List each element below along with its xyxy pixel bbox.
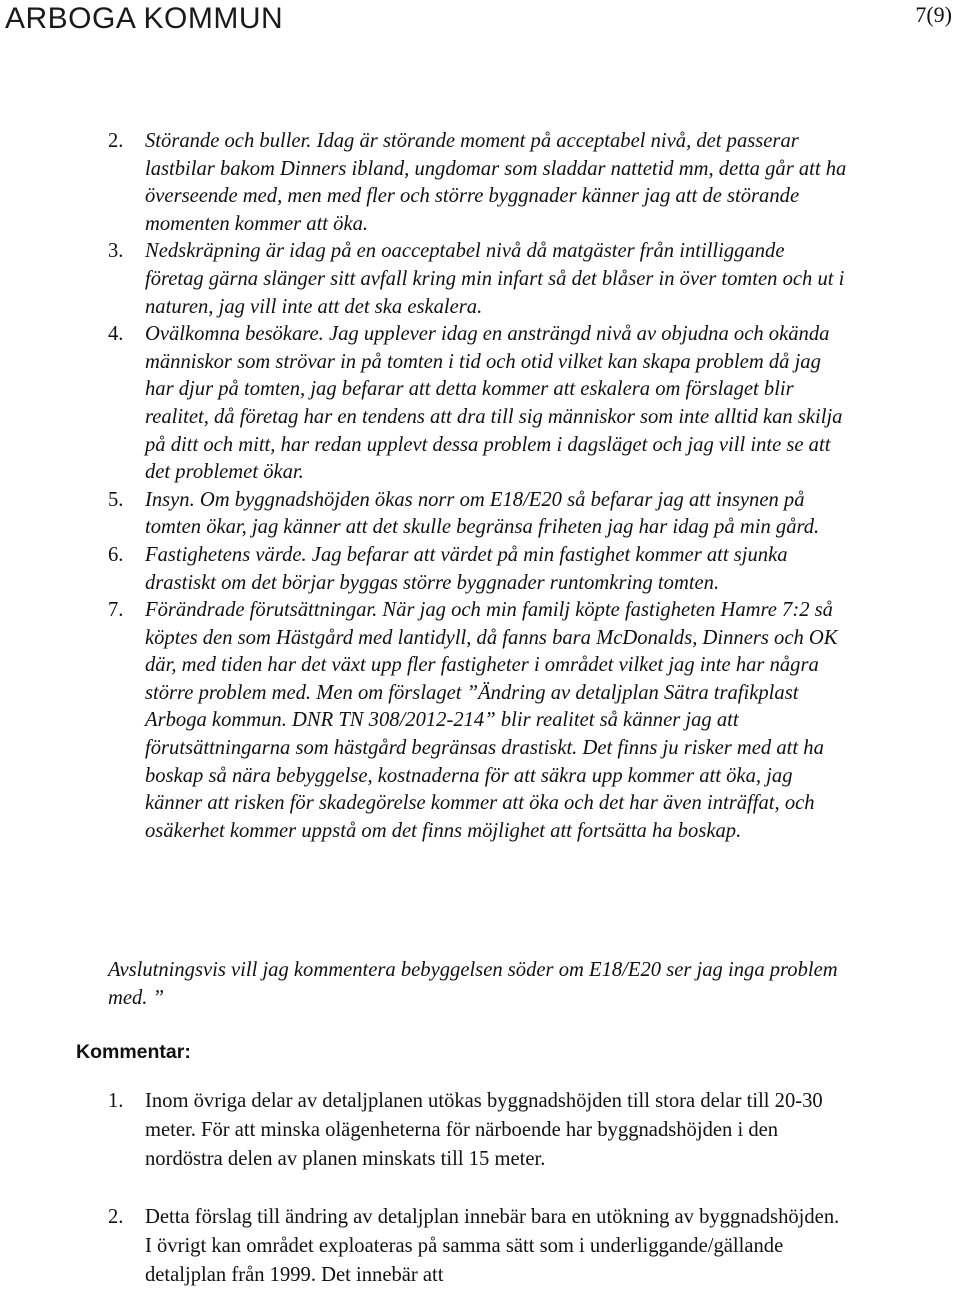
objection-item xyxy=(108,597,848,845)
objection-text: Fastighetens värde. Jag befarar att värdet på min fastighet kommer att sjunka drastiskt om det börjar byggas större byggnader runtomkring tomten. xyxy=(145,543,788,594)
comment-item xyxy=(108,1087,848,1174)
comment-text: Detta förslag till ändring av detaljplan innebär bara en utökning av byggnadshöjden. I övrigt kan området exploateras på samma sätt som i underliggande/gällande detaljplan från 1999. Det innebär att xyxy=(145,1206,840,1286)
objection-item xyxy=(108,542,848,597)
objection-text: Insyn. Om byggnadshöjden ökas norr om E18/E20 så befarar jag att insynen på tomten ökar, jag känner att det skulle begränsa friheten jag har idag på min gård. xyxy=(145,488,820,539)
comment-text: Inom övriga delar av detaljplanen utökas byggnadshöjden till stora delar till 20-30 meter. För att minska olägenheterna för närboende har byggnadshöjden i den nordöstra delen av planen minskats till 15 meter. xyxy=(145,1090,823,1170)
objection-text: Störande och buller. Idag är störande moment på acceptabel nivå, det passerar lastbilar bakom Dinners ibland, ungdomar som sladdar nattetid mm, detta går att ha överseende med, men med fler och större byggnader känner jag att de störande momenten kommer att öka. xyxy=(145,130,847,235)
objection-item xyxy=(108,238,848,321)
objection-number: 2. xyxy=(108,130,124,152)
comment-item xyxy=(108,1203,848,1290)
objection-item xyxy=(108,487,848,542)
objection-number: 4. xyxy=(108,323,124,346)
objection-text: Ovälkomna besökare. Jag upplever idag en ansträngd nivå av objudna och okända människor som strövar in på tomten i tid och otid vilket kan skapa problem då jag har djur på tomten, jag befarar att detta kommer att eskalera om förslaget blir realitet, då företag har en tendens att dra till sig människor som inte alltid kan skilja på ditt och mitt, har redan upplevt dessa problem i dagsläget och jag vill inte se att det problemet ökar. xyxy=(145,323,843,484)
objection-number: 3. xyxy=(108,240,124,263)
objection-number: 7. xyxy=(108,599,124,622)
objection-text: Nedskräpning är idag på en oacceptabel nivå då matgäster från intilliggande företag gärna slänger sitt avfall kring min infart så det blåser in över tomten och ut i naturen, jag vill inte att det ska eskalera. xyxy=(145,240,845,318)
page-number: 7(9) xyxy=(915,2,952,27)
objection-item xyxy=(108,321,848,487)
municipality-logo: ARBOGA KOMMUN xyxy=(5,2,284,35)
comment-list xyxy=(108,1087,848,1290)
objection-item xyxy=(108,128,848,238)
objection-number: 6. xyxy=(108,543,124,566)
comment-heading: Kommentar: xyxy=(76,1041,191,1063)
objection-number: 5. xyxy=(108,488,124,511)
closing-paragraph: Avslutningsvis vill jag kommentera bebyggelsen söder om E18/E20 ser jag inga problem med. ” xyxy=(108,959,838,1009)
comment-number: 2. xyxy=(108,1206,124,1228)
comment-number: 1. xyxy=(108,1090,124,1112)
objection-text: Förändrade förutsättningar. När jag och min familj köpte fastigheten Hamre 7:2 så köptes den som Hästgård med lantidyll, då fanns bara McDonalds, Dinners och OK där, med tiden har det växt upp fler fastigheter i området vilket jag inte har några större problem med. Men om förslaget ”Ändring av detaljplan Sätra trafikplast Arboga kommun. DNR TN 308/2012-214” blir realitet så känner jag att förutsättningarna som hästgård begränsas drastiskt. Det finns ju risker med att ha boskap så nära bebyggelse, kostnaderna för att säkra upp kommer att öka, jag känner att risken för skadegörelse kommer att öka och det har även inträffat, och osäkerhet kommer uppstå om det finns möjlighet att fortsätta ha boskap. xyxy=(145,599,838,842)
objection-list xyxy=(108,128,848,845)
